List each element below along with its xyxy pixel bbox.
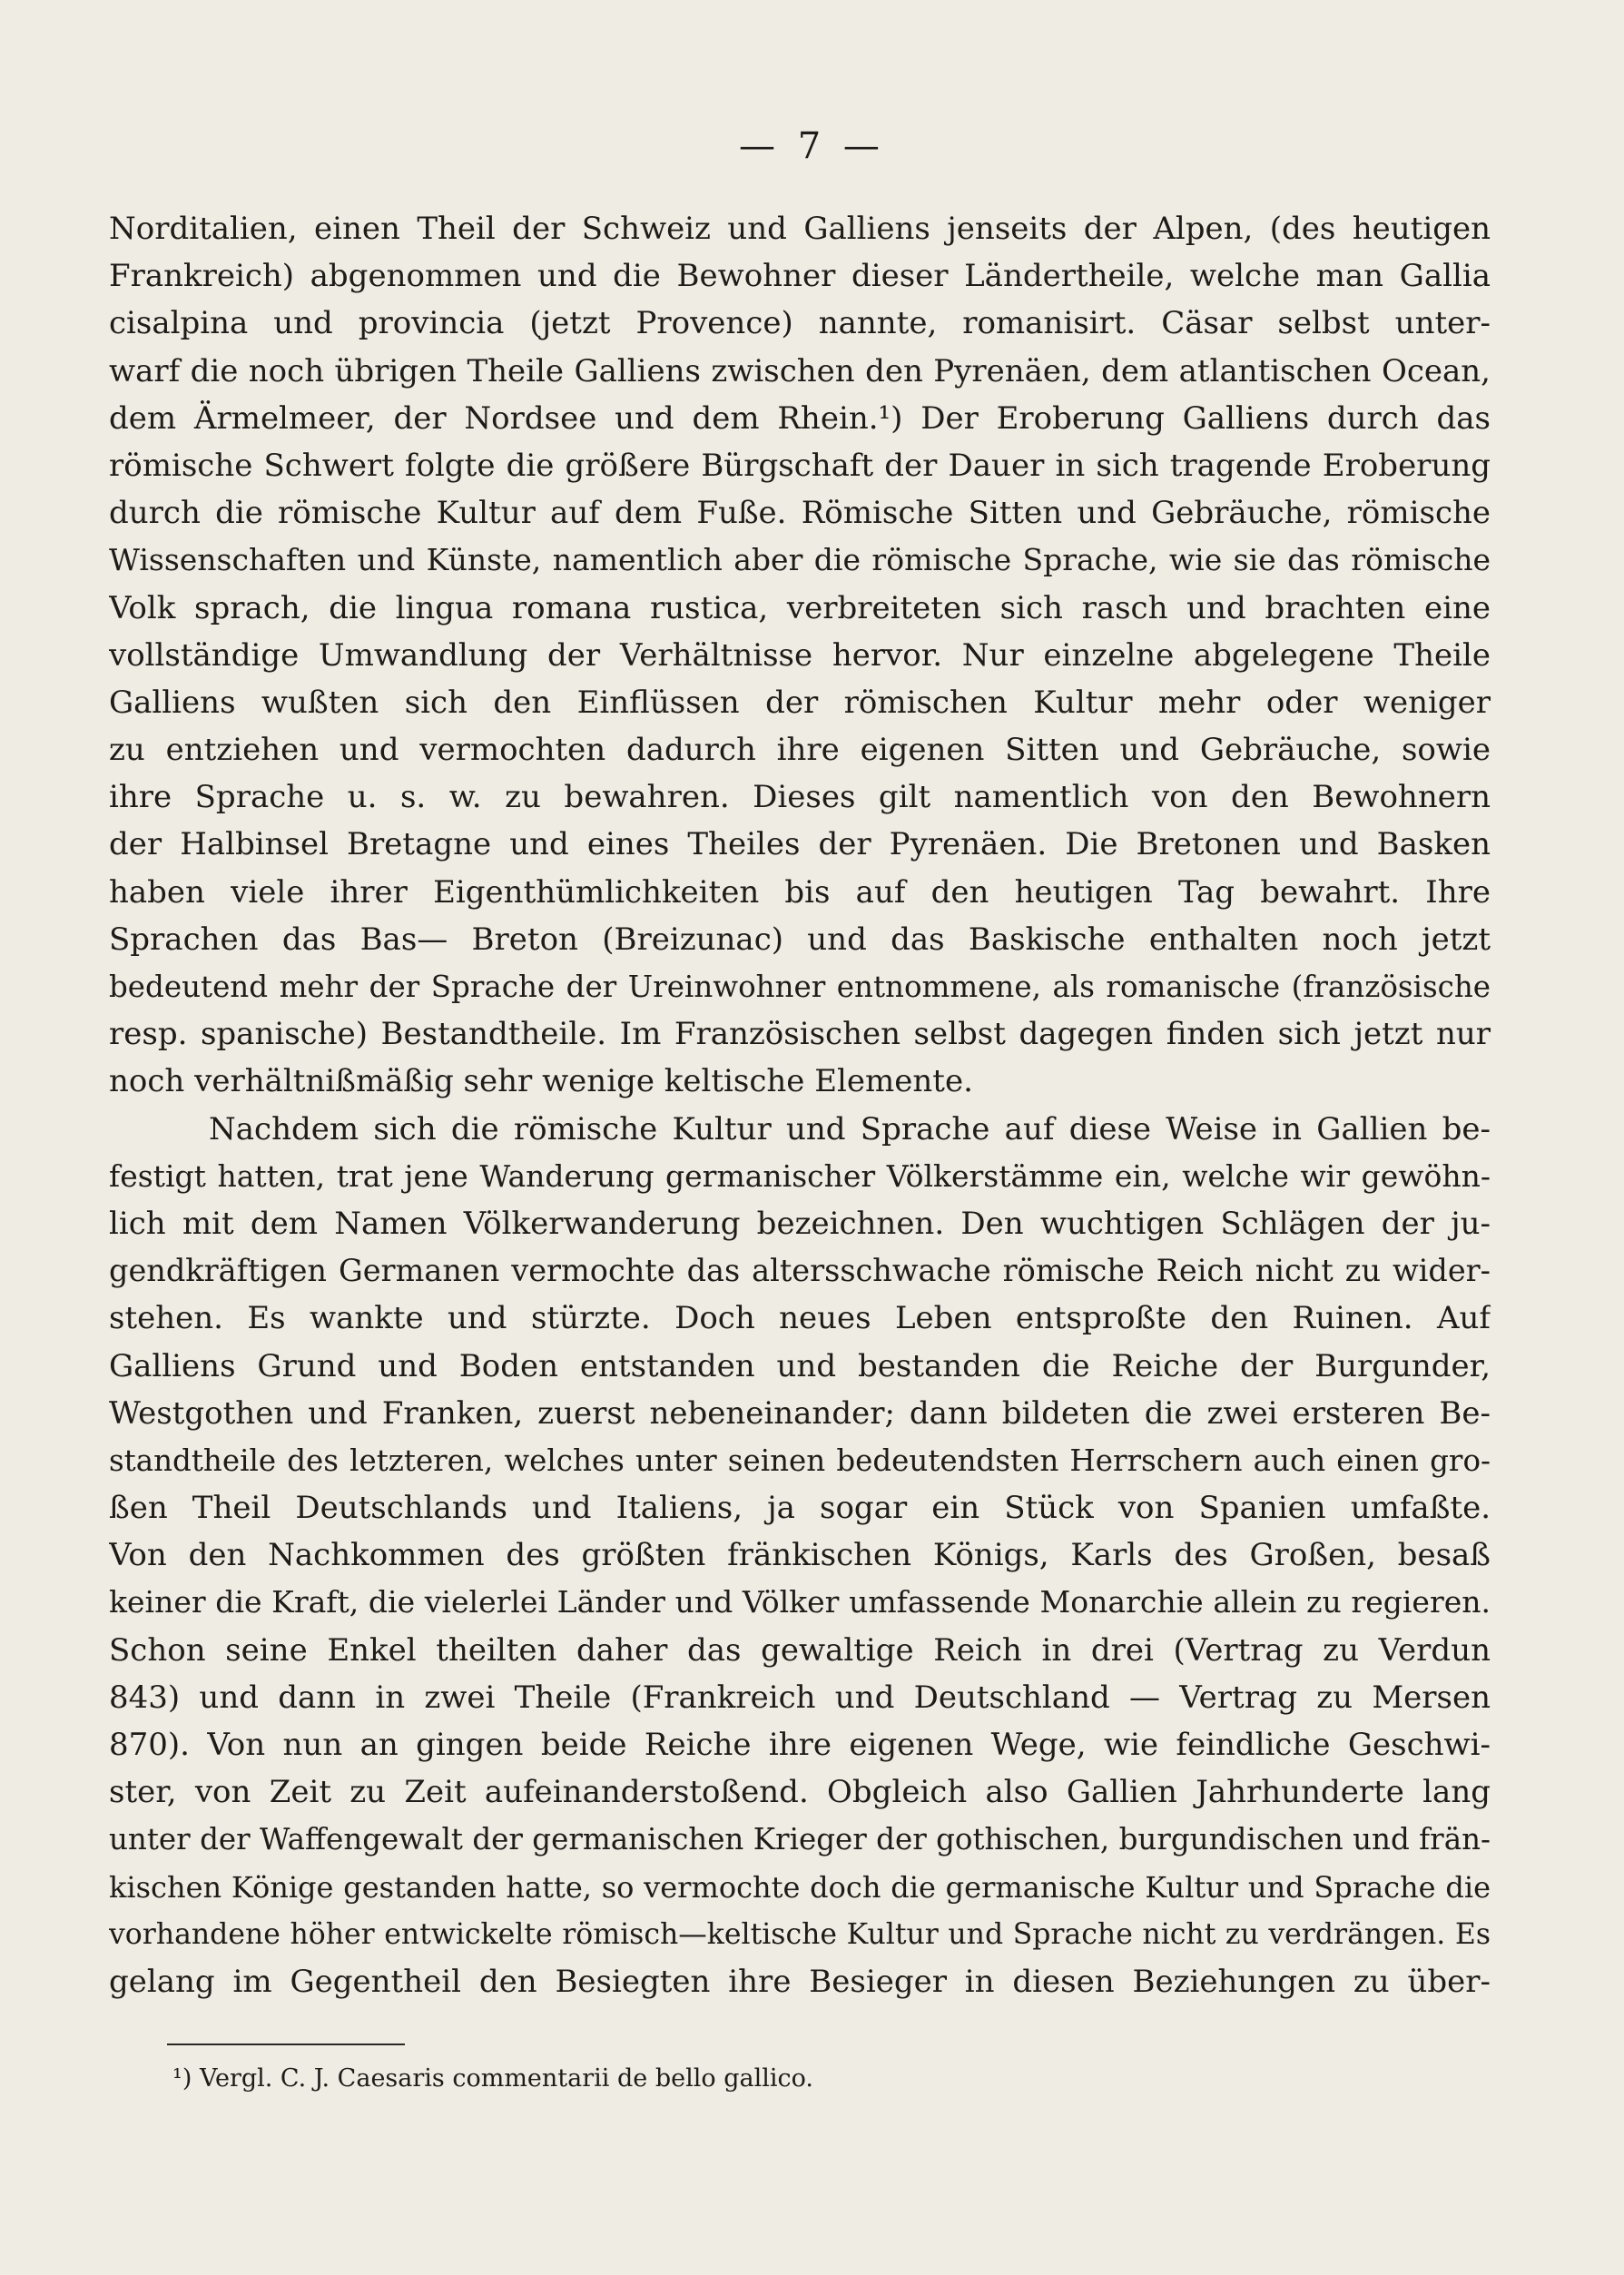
text-line: stehen. Es wankte und stürzte. Doch neues Leben entsproßte den Ruinen. Auf bbox=[109, 1300, 1491, 1337]
text-line: Nachdem sich die römische Kultur und Sprache auf diese Weise in Gallien be- bbox=[209, 1110, 1491, 1147]
text-line: Galliens Grund und Boden entstanden und bestanden die Reiche der Burgunder, bbox=[109, 1347, 1491, 1384]
text-line: dem Ärmelmeer, der Nordsee und dem Rhein.¹) Der Eroberung Galliens durch das bbox=[109, 399, 1491, 437]
text-line: ihre Sprache u. s. w. zu bewahren. Dieses gilt namentlich von den Bewohnern bbox=[109, 779, 1491, 816]
text-line: warf die noch übrigen Theile Galliens zwischen den Pyrenäen, dem atlantischen Ocean, bbox=[109, 352, 1491, 389]
body-text bbox=[109, 205, 1491, 2005]
text-line: cisalpina und provincia (jetzt Provence) nannte, romanisirt. Cäsar selbst unter- bbox=[109, 305, 1491, 342]
footnote: ¹) Vergl. C. J. Caesaris commentarii de bello gallico. bbox=[172, 2064, 813, 2093]
text-line: zu entziehen und vermochten dadurch ihre eigenen Sitten und Gebräuche, sowie bbox=[109, 732, 1491, 769]
text-line: Wissenschaften und Künste, namentlich aber die römische Sprache, wie sie das römische bbox=[109, 542, 1491, 578]
text-line: Volk sprach, die lingua romana rustica, verbreiteten sich rasch und brachten eine bbox=[109, 589, 1491, 626]
text-line: vorhandene höher entwickelte römisch—keltische Kultur und Sprache nicht zu verdrängen. Es bbox=[109, 1917, 1491, 1951]
text-line: vollständige Umwandlung der Verhältnisse hervor. Nur einzelne abgelegene Theile bbox=[109, 636, 1491, 674]
text-line: standtheile des letzteren, welches unter seinen bedeutendsten Herrschern auch einen gro- bbox=[109, 1443, 1491, 1478]
text-line: lich mit dem Namen Völkerwanderung bezeichnen. Den wuchtigen Schlägen der ju- bbox=[109, 1205, 1491, 1242]
footnote-rule bbox=[167, 2044, 405, 2045]
text-line: haben viele ihrer Eigenthümlichkeiten bis auf den heutigen Tag bewahrt. Ihre bbox=[109, 873, 1491, 911]
text-line: 870). Von nun an gingen beide Reiche ihre eigenen Wege, wie feindliche Geschwi- bbox=[109, 1727, 1491, 1763]
text-line: Schon seine Enkel theilten daher das gewaltige Reich in drei (Vertrag zu Verdun bbox=[109, 1631, 1491, 1669]
text-line: unter der Waffengewalt der germanischen Krieger der gothischen, burgundischen und frän- bbox=[109, 1822, 1491, 1857]
text-line: festigt hatten, trat jene Wanderung germanischer Völkerstämme ein, welche wir gewöhn- bbox=[109, 1157, 1491, 1194]
text-line: Westgothen und Franken, zuerst nebeneinander; dann bildeten die zwei ersteren Be- bbox=[109, 1394, 1491, 1432]
text-line: gendkräftigen Germanen vermochte das altersschwache römische Reich nicht zu wider- bbox=[109, 1253, 1491, 1289]
text-line: Sprachen das Bas— Breton (Breizunac) und das Baskische enthalten noch jetzt bbox=[109, 921, 1491, 958]
text-line: noch verhältnißmäßig sehr wenige keltische Elemente. bbox=[109, 1063, 973, 1100]
text-line: ster, von Zeit zu Zeit aufeinanderstoßend. Obgleich also Gallien Jahrhunderte lang bbox=[109, 1774, 1491, 1811]
text-line: Frankreich) abgenommen und die Bewohner dieser Ländertheile, welche man Gallia bbox=[109, 258, 1491, 295]
text-line: der Halbinsel Bretagne und eines Theiles der Pyrenäen. Die Bretonen und Basken bbox=[109, 826, 1491, 863]
text-line: römische Schwert folgte die größere Bürgschaft der Dauer in sich tragende Eroberung bbox=[109, 447, 1491, 484]
text-line: Von den Nachkommen des größten fränkischen Königs, Karls des Großen, besaß bbox=[109, 1537, 1491, 1574]
text-line: durch die römische Kultur auf dem Fuße. Römische Sitten und Gebräuche, römische bbox=[109, 495, 1491, 532]
page-number: — 7 — bbox=[739, 125, 885, 167]
text-line: ßen Theil Deutschlands und Italiens, ja sogar ein Stück von Spanien umfaßte. bbox=[109, 1490, 1491, 1527]
text-line: Norditalien, einen Theil der Schweiz und Galliens jenseits der Alpen, (des heutigen bbox=[109, 211, 1491, 247]
text-line: 843) und dann in zwei Theile (Frankreich und Deutschland — Vertrag zu Mersen bbox=[109, 1679, 1491, 1716]
text-line: Galliens wußten sich den Einflüssen der römischen Kultur mehr oder weniger bbox=[109, 684, 1491, 721]
text-line: keiner die Kraft, die vielerlei Länder und Völker umfassende Monarchie allein zu regieren. bbox=[109, 1584, 1491, 1620]
text-line: resp. spanische) Bestandtheile. Im Französischen selbst dagegen finden sich jetzt nur bbox=[109, 1016, 1491, 1053]
text-line: bedeutend mehr der Sprache der Ureinwohner entnommene, als romanische (französische bbox=[109, 970, 1491, 1004]
text-line: kischen Könige gestanden hatte, so vermochte doch die germanische Kultur und Sprache die bbox=[109, 1869, 1491, 1905]
text-line: gelang im Gegentheil den Besiegten ihre Besieger in diesen Beziehungen zu über- bbox=[109, 1963, 1491, 2000]
